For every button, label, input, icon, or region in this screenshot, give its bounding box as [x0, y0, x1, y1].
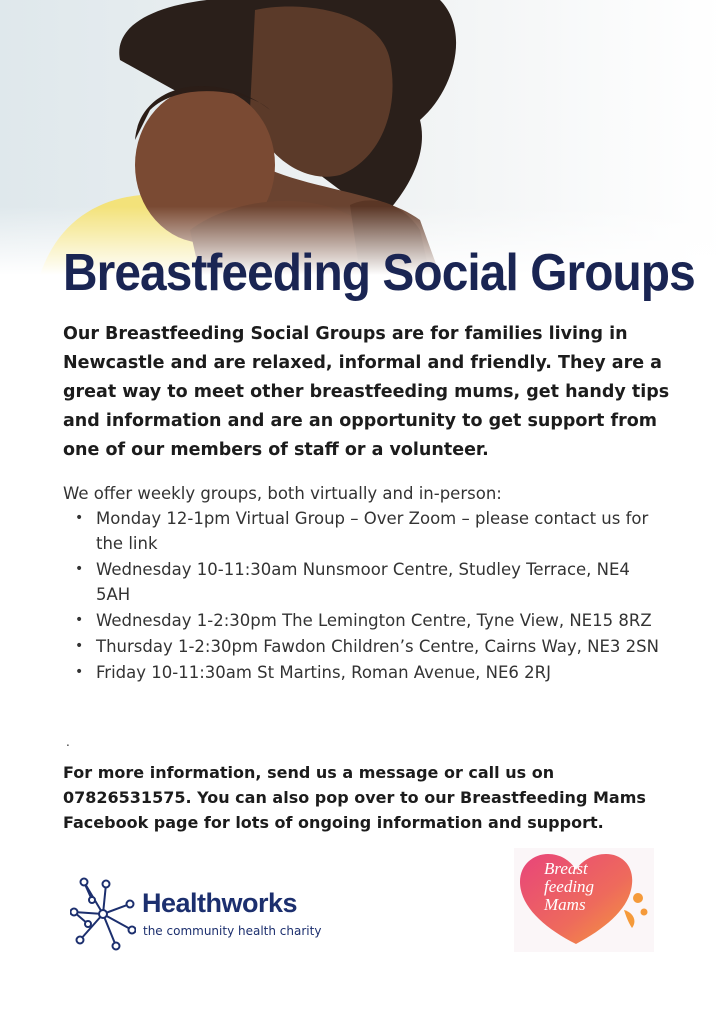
mother-and-baby-image: [0, 0, 724, 275]
more-info-paragraph: For more information, send us a message or call us on 07826531575. You can also pop over to our Breastfeeding Mams Facebook page for lots of ongoing information and support.: [63, 763, 646, 832]
group-text: Thursday 1-2:30pm Fawdon Children’s Centre, Cairns Way, NE3 2SN: [96, 637, 659, 656]
group-text: Monday 12-1pm Virtual Group – Over Zoom – please contact us for the link: [96, 509, 649, 553]
list-item: [63, 557, 663, 607]
list-item: [63, 634, 663, 659]
healthworks-logo: [70, 874, 340, 954]
group-list: [63, 506, 663, 686]
list-item: [63, 506, 663, 556]
page-title: Breastfeeding Social Groups: [63, 244, 695, 302]
network-icon: [70, 874, 136, 954]
bullet-icon: •: [75, 561, 84, 577]
stray-dot: .: [66, 735, 70, 749]
list-item: [63, 660, 663, 685]
bullet-icon: •: [75, 664, 84, 680]
breastfeeding-mams-logo: [514, 848, 654, 952]
bullet-icon: •: [75, 638, 84, 654]
hero-photo: [0, 0, 724, 275]
breastfeeding-mams-text: Breast feeding Mams: [544, 859, 595, 914]
group-text: Friday 10-11:30am St Martins, Roman Avenue, NE6 2RJ: [96, 663, 551, 682]
intro-paragraph: Our Breastfeeding Social Groups are for families living in Newcastle and are relaxed, informal and friendly. They are a great way to meet other breastfeeding mums, get handy tips and information and are an opportunity to get support from one of our members of staff or a volunteer.: [63, 324, 670, 460]
bullet-icon: •: [75, 510, 84, 526]
healthworks-tagline: the community health charity: [143, 924, 322, 938]
list-item: [63, 608, 663, 633]
group-text: Wednesday 1-2:30pm The Lemington Centre, Tyne View, NE15 8RZ: [96, 611, 652, 630]
bullet-icon: •: [75, 612, 84, 628]
group-text: Wednesday 10-11:30am Nunsmoor Centre, Studley Terrace, NE4 5AH: [96, 560, 630, 604]
healthworks-name: Healthworks: [142, 888, 298, 918]
offer-text: We offer weekly groups, both virtually and in-person:: [63, 484, 502, 503]
